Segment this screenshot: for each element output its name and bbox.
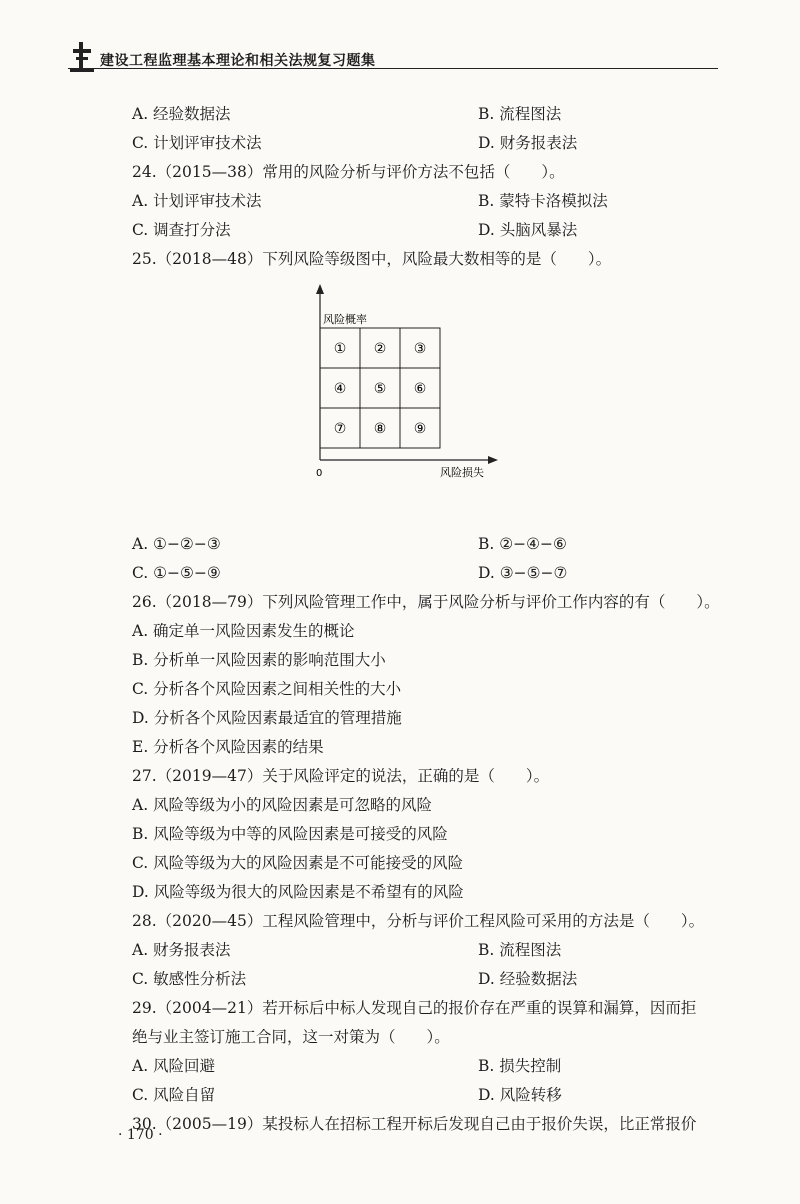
page-header <box>68 40 718 74</box>
question-24: 24.（2015—38）常用的风险分析与评价方法不包括（ ）。 <box>132 163 565 181</box>
question-29-line-1: 29.（2004—21）若开标后中标人发现自己的报价存在严重的误算和漏算，因而拒 <box>132 999 697 1017</box>
origin-label: 0 <box>316 468 323 479</box>
cell-5: ⑤ <box>373 381 387 397</box>
option-row <box>132 965 732 994</box>
cell-9: ⑨ <box>413 421 427 437</box>
option-b: B. 风险等级为中等的风险因素是可接受的风险 <box>132 825 448 843</box>
option-d: D. 风险转移 <box>478 1086 562 1104</box>
cell-6: ⑥ <box>413 381 427 397</box>
risk-level-diagram <box>132 274 732 530</box>
option-d: D. 分析各个风险因素最适宜的管理措施 <box>132 709 402 727</box>
option-a: A. 确定单一风险因素发生的概论 <box>132 622 355 640</box>
cell-3: ③ <box>413 341 427 357</box>
option-b: B. 分析单一风险因素的影响范围大小 <box>132 651 386 669</box>
option-b: B. 损失控制 <box>478 1057 562 1075</box>
option-b: B. 蒙特卡洛模拟法 <box>478 192 608 210</box>
question-27: 27.（2019—47）关于风险评定的说法，正确的是（ ）。 <box>132 767 550 785</box>
option-a: A. 风险等级为小的风险因素是可忽略的风险 <box>132 796 433 814</box>
cell-4: ④ <box>333 381 347 397</box>
question-25: 25.（2018—48）下列风险等级图中，风险最大数相等的是（ ）。 <box>132 250 612 268</box>
question-29-line-2: 绝与业主签订施工合同，这一对策为（ ）。 <box>132 1028 450 1046</box>
option-row <box>132 1081 732 1110</box>
option-d: D. ③−⑤−⑦ <box>478 564 568 582</box>
y-axis-label: 风险概率 <box>323 313 367 326</box>
option-b: B. 流程图法 <box>478 105 562 123</box>
cell-7: ⑦ <box>333 421 347 437</box>
header-rule <box>68 68 718 69</box>
option-c: C. 风险自留 <box>132 1086 216 1104</box>
option-c: C. 分析各个风险因素之间相关性的大小 <box>132 680 402 698</box>
question-list <box>132 100 732 1139</box>
option-row <box>132 216 732 245</box>
option-b: B. 流程图法 <box>478 941 562 959</box>
option-row <box>132 187 732 216</box>
option-row <box>132 100 732 129</box>
option-d: D. 风险等级为很大的风险因素是不希望有的风险 <box>132 883 464 901</box>
question-30-line-1: 30.（2005—19）某投标人在招标工程开标后发现自己由于报价失误，比正常报价 <box>132 1115 697 1133</box>
option-row <box>132 1052 732 1081</box>
option-a: A. 经验数据法 <box>132 105 231 123</box>
option-d: D. 财务报表法 <box>478 134 578 152</box>
option-a: A. ①−②−③ <box>132 535 221 553</box>
option-c: C. 计划评审技术法 <box>132 134 262 152</box>
option-c: C. 调查打分法 <box>132 221 231 239</box>
option-d: D. 头脑风暴法 <box>478 221 578 239</box>
cell-2: ② <box>373 341 387 357</box>
option-e: E. 分析各个风险因素的结果 <box>132 738 324 756</box>
option-b: B. ②−④−⑥ <box>478 535 567 553</box>
option-a: A. 风险回避 <box>132 1057 216 1075</box>
option-row <box>132 129 732 158</box>
option-a: A. 财务报表法 <box>132 941 231 959</box>
option-a: A. 计划评审技术法 <box>132 192 262 210</box>
question-28: 28.（2020—45）工程风险管理中，分析与评价工程风险可采用的方法是（ ）。 <box>132 912 705 930</box>
y-axis-arrow <box>316 284 324 294</box>
option-d: D. 经验数据法 <box>478 970 578 988</box>
risk-grid-figure <box>300 284 500 480</box>
option-row <box>132 936 732 965</box>
header-title: 建设工程监理基本理论和相关法规复习题集 <box>100 53 376 69</box>
x-axis-arrow <box>488 456 498 464</box>
x-axis-label: 风险损失 <box>440 466 484 479</box>
option-row <box>132 530 732 559</box>
option-c: C. 风险等级为大的风险因素是不可能接受的风险 <box>132 854 464 872</box>
question-26: 26.（2018—79）下列风险管理工作中，属于风险分析与评价工作内容的有（ ）。 <box>132 593 720 611</box>
cell-8: ⑧ <box>373 421 387 437</box>
page-number: · 170 · <box>118 1127 163 1143</box>
option-row <box>132 559 732 588</box>
option-c: C. 敏感性分析法 <box>132 970 247 988</box>
option-c: C. ①−⑤−⑨ <box>132 564 221 582</box>
cell-1: ① <box>333 341 347 357</box>
